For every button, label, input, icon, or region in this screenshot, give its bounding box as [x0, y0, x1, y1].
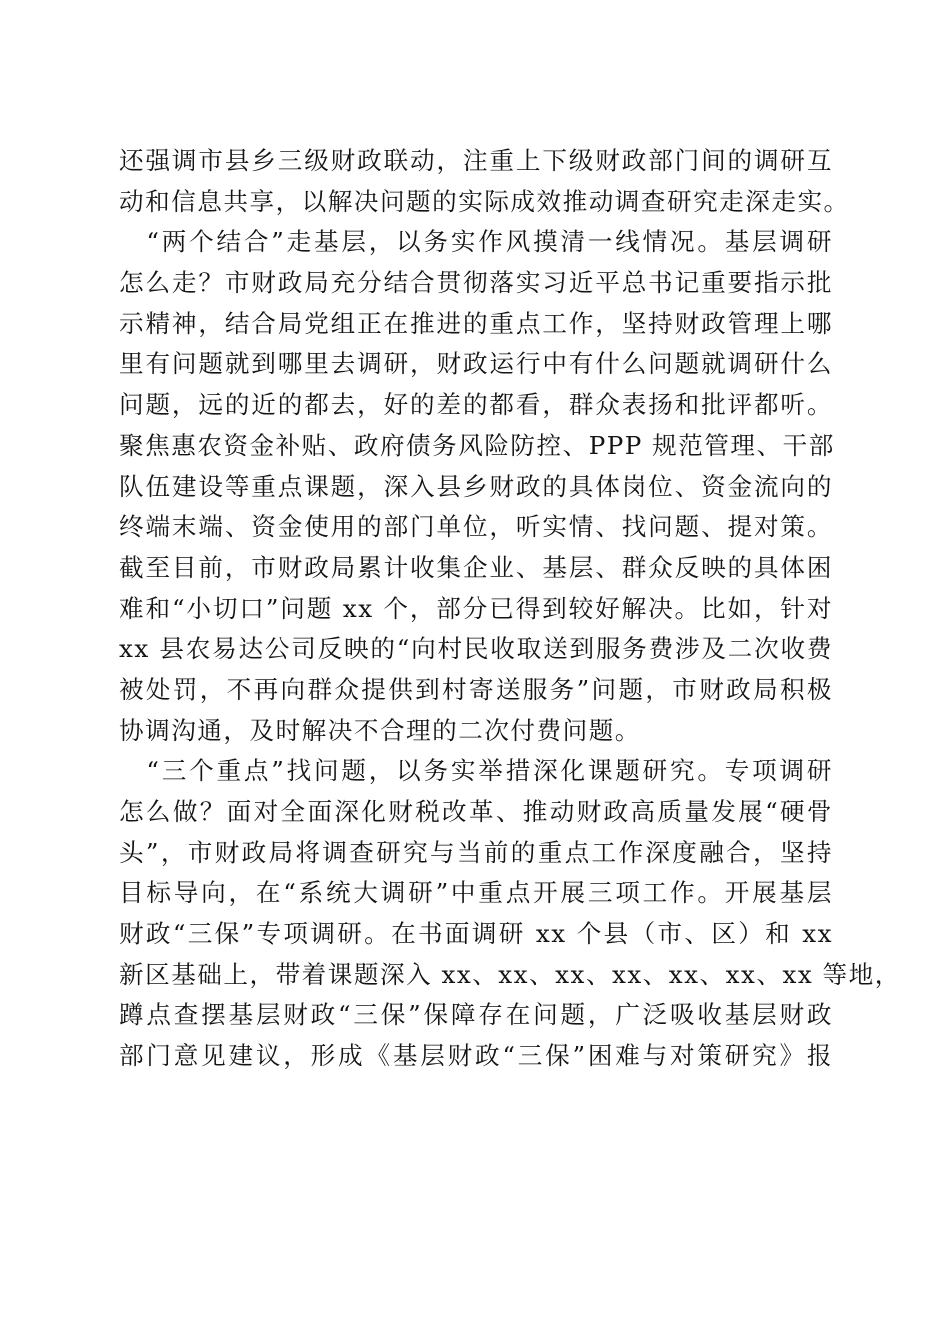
text-line-2: 动和信息共享，以解决问题的实际成效推动调查研究走深走实。 — [119, 186, 850, 216]
text-line-13: xx 县农易达公司反映的“向村民收取送到服务费涉及二次收费 — [119, 634, 833, 664]
body-text — [119, 141, 901, 1077]
text-line-19: 目标导向，在“系统大调研”中重点开展三项工作。开展基层 — [119, 878, 833, 908]
text-line-15: 协调沟通，及时解决不合理的二次付费问题。 — [119, 715, 641, 745]
text-line-23: 部门意见建议，形成《基层财政“三保”困难与对策研究》报 — [119, 1041, 833, 1071]
text-line-22: 蹲点查摆基层财政“三保”保障存在问题，广泛吸收基层财政 — [119, 1000, 833, 1030]
text-line-8: 聚焦惠农资金补贴、政府债务风险防控、PPP 规范管理、干部 — [119, 430, 835, 460]
text-line-9: 队伍建设等重点课题，深入县乡财政的具体岗位、资金流向的 — [119, 471, 833, 501]
text-line-7: 问题，远的近的都去，好的差的都看，群众表扬和批评都听。 — [119, 390, 833, 420]
text-line-16: “三个重点”找问题，以务实举措深化课题研究。专项调研 — [119, 756, 833, 786]
text-line-4: 怎么走？市财政局充分结合贯彻落实习近平总书记重要指示批 — [119, 268, 833, 298]
text-line-3: “两个结合”走基层，以务实作风摸清一线情况。基层调研 — [119, 227, 833, 257]
text-line-17: 怎么做？面对全面深化财税改革、推动财政高质量发展“硬骨 — [119, 797, 833, 826]
text-line-1: 还强调市县乡三级财政联动，注重上下级财政部门间的调研互 — [119, 146, 833, 175]
text-line-12: 难和“小切口”问题 xx 个，部分已得到较好解决。比如，针对 — [119, 593, 833, 623]
text-line-11: 截至目前，市财政局累计收集企业、基层、群众反映的具体困 — [119, 552, 833, 582]
text-line-5: 示精神，结合局党组正在推进的重点工作，坚持财政管理上哪 — [119, 308, 833, 338]
text-line-18: 头”，市财政局将调查研究与当前的重点工作深度融合，坚持 — [119, 837, 833, 867]
text-line-10: 终端末端、资金使用的部门单位，听实情、找问题、提对策。 — [119, 512, 833, 542]
text-line-6: 里有问题就到哪里去调研，财政运行中有什么问题就调研什么 — [119, 349, 833, 379]
text-line-20: 财政“三保”专项调研。在书面调研 xx 个县（市、区）和 xx — [119, 919, 833, 949]
text-line-21: 新区基础上，带着课题深入 xx、xx、xx、xx、xx、xx、xx 等地， — [119, 959, 901, 989]
text-line-14: 被处罚，不再向群众提供到村寄送服务”问题，市财政局积极 — [119, 674, 833, 704]
